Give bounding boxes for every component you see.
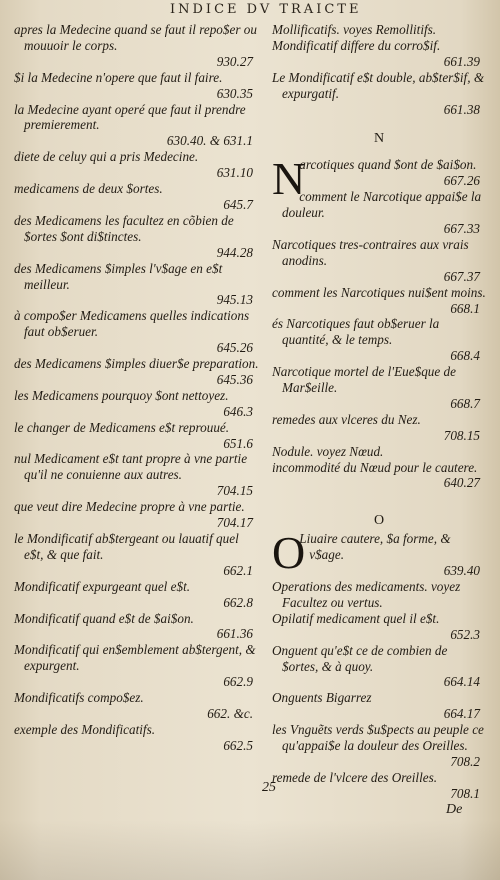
- entry-text: des Medicamens les facultez en cõbien de $ortes $ont di$tinctes.: [14, 212, 234, 244]
- section-n-entries: [272, 153, 486, 491]
- index-entry: [14, 102, 259, 150]
- entry-text: Onguents Bigarrez: [272, 690, 372, 706]
- entry-page-ref: 661.38: [443, 101, 480, 117]
- entry-text: diete de celuy qui a pris Medecine.: [14, 149, 199, 165]
- entry-page-ref: 662.8: [223, 594, 253, 610]
- entry-text: les Medicamens pourquoy $ont nettoyez.: [14, 387, 229, 403]
- index-entry: [14, 181, 259, 213]
- entry-page-ref: 662.5: [223, 737, 253, 753]
- signature-mark: 25: [262, 780, 276, 795]
- index-entry: [272, 579, 486, 611]
- dropcap-n: N: [272, 153, 306, 205]
- index-entry: [14, 611, 259, 643]
- entry-page-ref: 640.27: [443, 475, 480, 491]
- index-entry: [272, 38, 486, 70]
- index-entry: [14, 499, 259, 531]
- index-entry: [272, 412, 486, 444]
- index-entry: [272, 285, 486, 317]
- section-letter-o: O: [373, 513, 385, 529]
- entry-page-ref: 708.1: [450, 785, 480, 801]
- entry-page-ref: 631.10: [216, 165, 253, 181]
- entry-text: medicamens de deux $ortes.: [14, 181, 163, 197]
- index-entry: [272, 22, 486, 38]
- running-header: INDICE DV TRAICTE: [170, 2, 362, 17]
- section-o-entries: [272, 527, 486, 801]
- index-entry: [14, 308, 259, 356]
- index-entry: [14, 356, 259, 388]
- entry-text: incommodité du Nœud pour le cautere.: [272, 459, 478, 475]
- entry-page-ref: 661.39: [443, 53, 480, 69]
- entry-page-ref: 708.2: [450, 753, 480, 769]
- catchword: De: [446, 802, 463, 817]
- index-entry: [272, 444, 486, 460]
- entry-page-ref: 944.28: [216, 244, 253, 260]
- index-entry: [272, 237, 486, 285]
- entry-text: à compo$er Medicamens quelles indications faut ob$eruer.: [14, 308, 250, 340]
- entry-text: és Narcotiques faut ob$eruer la quantité, & le temps.: [272, 316, 440, 348]
- entry-text: Mollificatifs. voyes Remollitifs.: [272, 22, 437, 37]
- index-entry: [14, 531, 259, 579]
- entry-text: des Medicamens $imples l'v$age en e$t meilleur.: [14, 260, 223, 292]
- entry-text: Narcotique mortel de l'Eue$que de Mar$eille.: [272, 364, 456, 396]
- entry-page-ref: 708.15: [443, 427, 480, 443]
- entry-page-ref: 668.7: [450, 395, 480, 411]
- index-entry: [272, 70, 486, 118]
- entry-text: les Vnguẽts verds $u$pects au peuple ce qu'appai$e la douleur des Oreilles.: [272, 722, 484, 754]
- dropcap-o: O: [272, 527, 306, 579]
- index-entry: [272, 364, 486, 412]
- right-column: [272, 22, 486, 802]
- entry-page-ref: 930.27: [216, 53, 253, 69]
- entry-page-ref: 646.3: [223, 403, 253, 419]
- entry-page-ref: 651.6: [223, 435, 253, 451]
- entry-text: Opilatif medicament quel il e$t.: [272, 610, 440, 626]
- index-entry: [272, 722, 486, 770]
- entry-page-ref: 645.36: [216, 371, 253, 387]
- entry-page-ref: 704.15: [216, 483, 253, 499]
- index-entry: [14, 451, 259, 499]
- index-entry: [272, 770, 486, 802]
- entry-text: Le Mondificatif e$t double, ab$ter$if, & expurgatif.: [272, 69, 485, 101]
- entry-text: Mondificatif qui en$emblement ab$tergent, & expurgent.: [14, 642, 256, 674]
- entry-text: $i la Medecine n'opere que faut il faire.: [14, 69, 223, 85]
- entry-text: nul Medicament e$t tant propre à vne partie qu'il ne conuienne aux autres.: [14, 451, 248, 483]
- entry-text: Onguent qu'e$t ce de combien de $ortes, & à quoy.: [272, 642, 448, 674]
- entry-page-ref: 667.26: [443, 173, 480, 189]
- entry-page-ref: 661.36: [216, 626, 253, 642]
- index-entry: [272, 690, 486, 722]
- entry-text: le Mondificatif ab$tergeant ou lauatif quel e$t, & que fait.: [14, 531, 239, 562]
- entry-text: la Medecine ayant operé que faut il prendre premierement.: [14, 101, 246, 133]
- entry-text: des Medicamens $imples diuer$e preparation.: [14, 356, 259, 372]
- entry-text: Mondificatifs compo$ez.: [14, 690, 144, 706]
- index-entry: [14, 579, 259, 611]
- entry-page-ref: 639.40: [443, 563, 480, 579]
- entry-page-ref: 645.7: [223, 196, 253, 212]
- entry-text: apres la Medecine quand se faut il repo$er ou mouuoir le corps.: [14, 22, 257, 53]
- index-entry: [14, 261, 259, 309]
- entry-text: Liuaire cautere, $a forme, & v$age.: [299, 531, 451, 563]
- entry-text: arcotiques quand $ont de $ai$on.: [299, 157, 477, 173]
- index-entry: [14, 388, 259, 420]
- index-entry: [14, 213, 259, 261]
- section-letter-n: N: [373, 131, 385, 147]
- index-entry: [14, 722, 259, 754]
- entry-page-ref: 945.13: [216, 292, 253, 308]
- entry-page-ref: 667.37: [443, 268, 480, 284]
- entry-page-ref: 662. &c.: [207, 705, 253, 721]
- entry-text: comment le Narcotique appai$e la douleur.: [282, 189, 482, 221]
- entry-page-ref: 630.35: [216, 85, 253, 101]
- entry-page-ref: 668.4: [450, 348, 480, 364]
- entry-text: Narcotiques tres-contraires aux vrais anodins.: [272, 236, 469, 268]
- index-entry: [272, 611, 486, 643]
- entry-text: Mondificatif expurgeant quel e$t.: [14, 578, 191, 594]
- entry-page-ref: 664.14: [443, 674, 480, 690]
- index-entry: [14, 149, 259, 181]
- entry-text: Mondificatif quand e$t de $ai$on.: [14, 610, 194, 626]
- entry-text: le changer de Medicamens e$t reprouué.: [14, 419, 230, 435]
- entry-text: Operations des medicaments. voyez Facultez ou vertus.: [272, 579, 461, 610]
- entry-page-ref: 652.3: [450, 626, 480, 642]
- entry-text: remedes aux vlceres du Nez.: [272, 411, 421, 427]
- entry-page-ref: 645.26: [216, 340, 253, 356]
- entry-text: que veut dire Medecine propre à vne partie.: [14, 499, 245, 515]
- entry-text: Mondificatif differe du corro$if.: [272, 37, 441, 53]
- entry-page-ref: 667.33: [443, 220, 480, 236]
- index-entry: [14, 22, 259, 70]
- entry-page-ref: 662.1: [223, 562, 253, 578]
- index-entry: [14, 690, 259, 722]
- index-entry: [272, 643, 486, 691]
- entry-text: comment les Narcotiques nui$ent moins.: [272, 284, 486, 300]
- index-entry: [272, 460, 486, 492]
- index-entry: [272, 189, 486, 237]
- entry-text: exemple des Mondificatifs.: [14, 721, 155, 737]
- entry-page-ref: 662.9: [223, 674, 253, 690]
- entry-text: Nodule. voyez Nœud.: [272, 443, 384, 459]
- index-entry: [14, 642, 259, 690]
- entry-page-ref: 668.1: [450, 300, 480, 316]
- entry-page-ref: 630.40. & 631.1: [166, 133, 253, 149]
- entry-page-ref: 664.17: [443, 706, 480, 722]
- entry-page-ref: 704.17: [216, 515, 253, 531]
- entry-text: remede de l'vlcere des Oreilles.: [272, 769, 438, 785]
- left-column: [14, 22, 259, 754]
- index-entry: [272, 316, 486, 364]
- index-entry: [14, 420, 259, 452]
- index-entry: [14, 70, 259, 102]
